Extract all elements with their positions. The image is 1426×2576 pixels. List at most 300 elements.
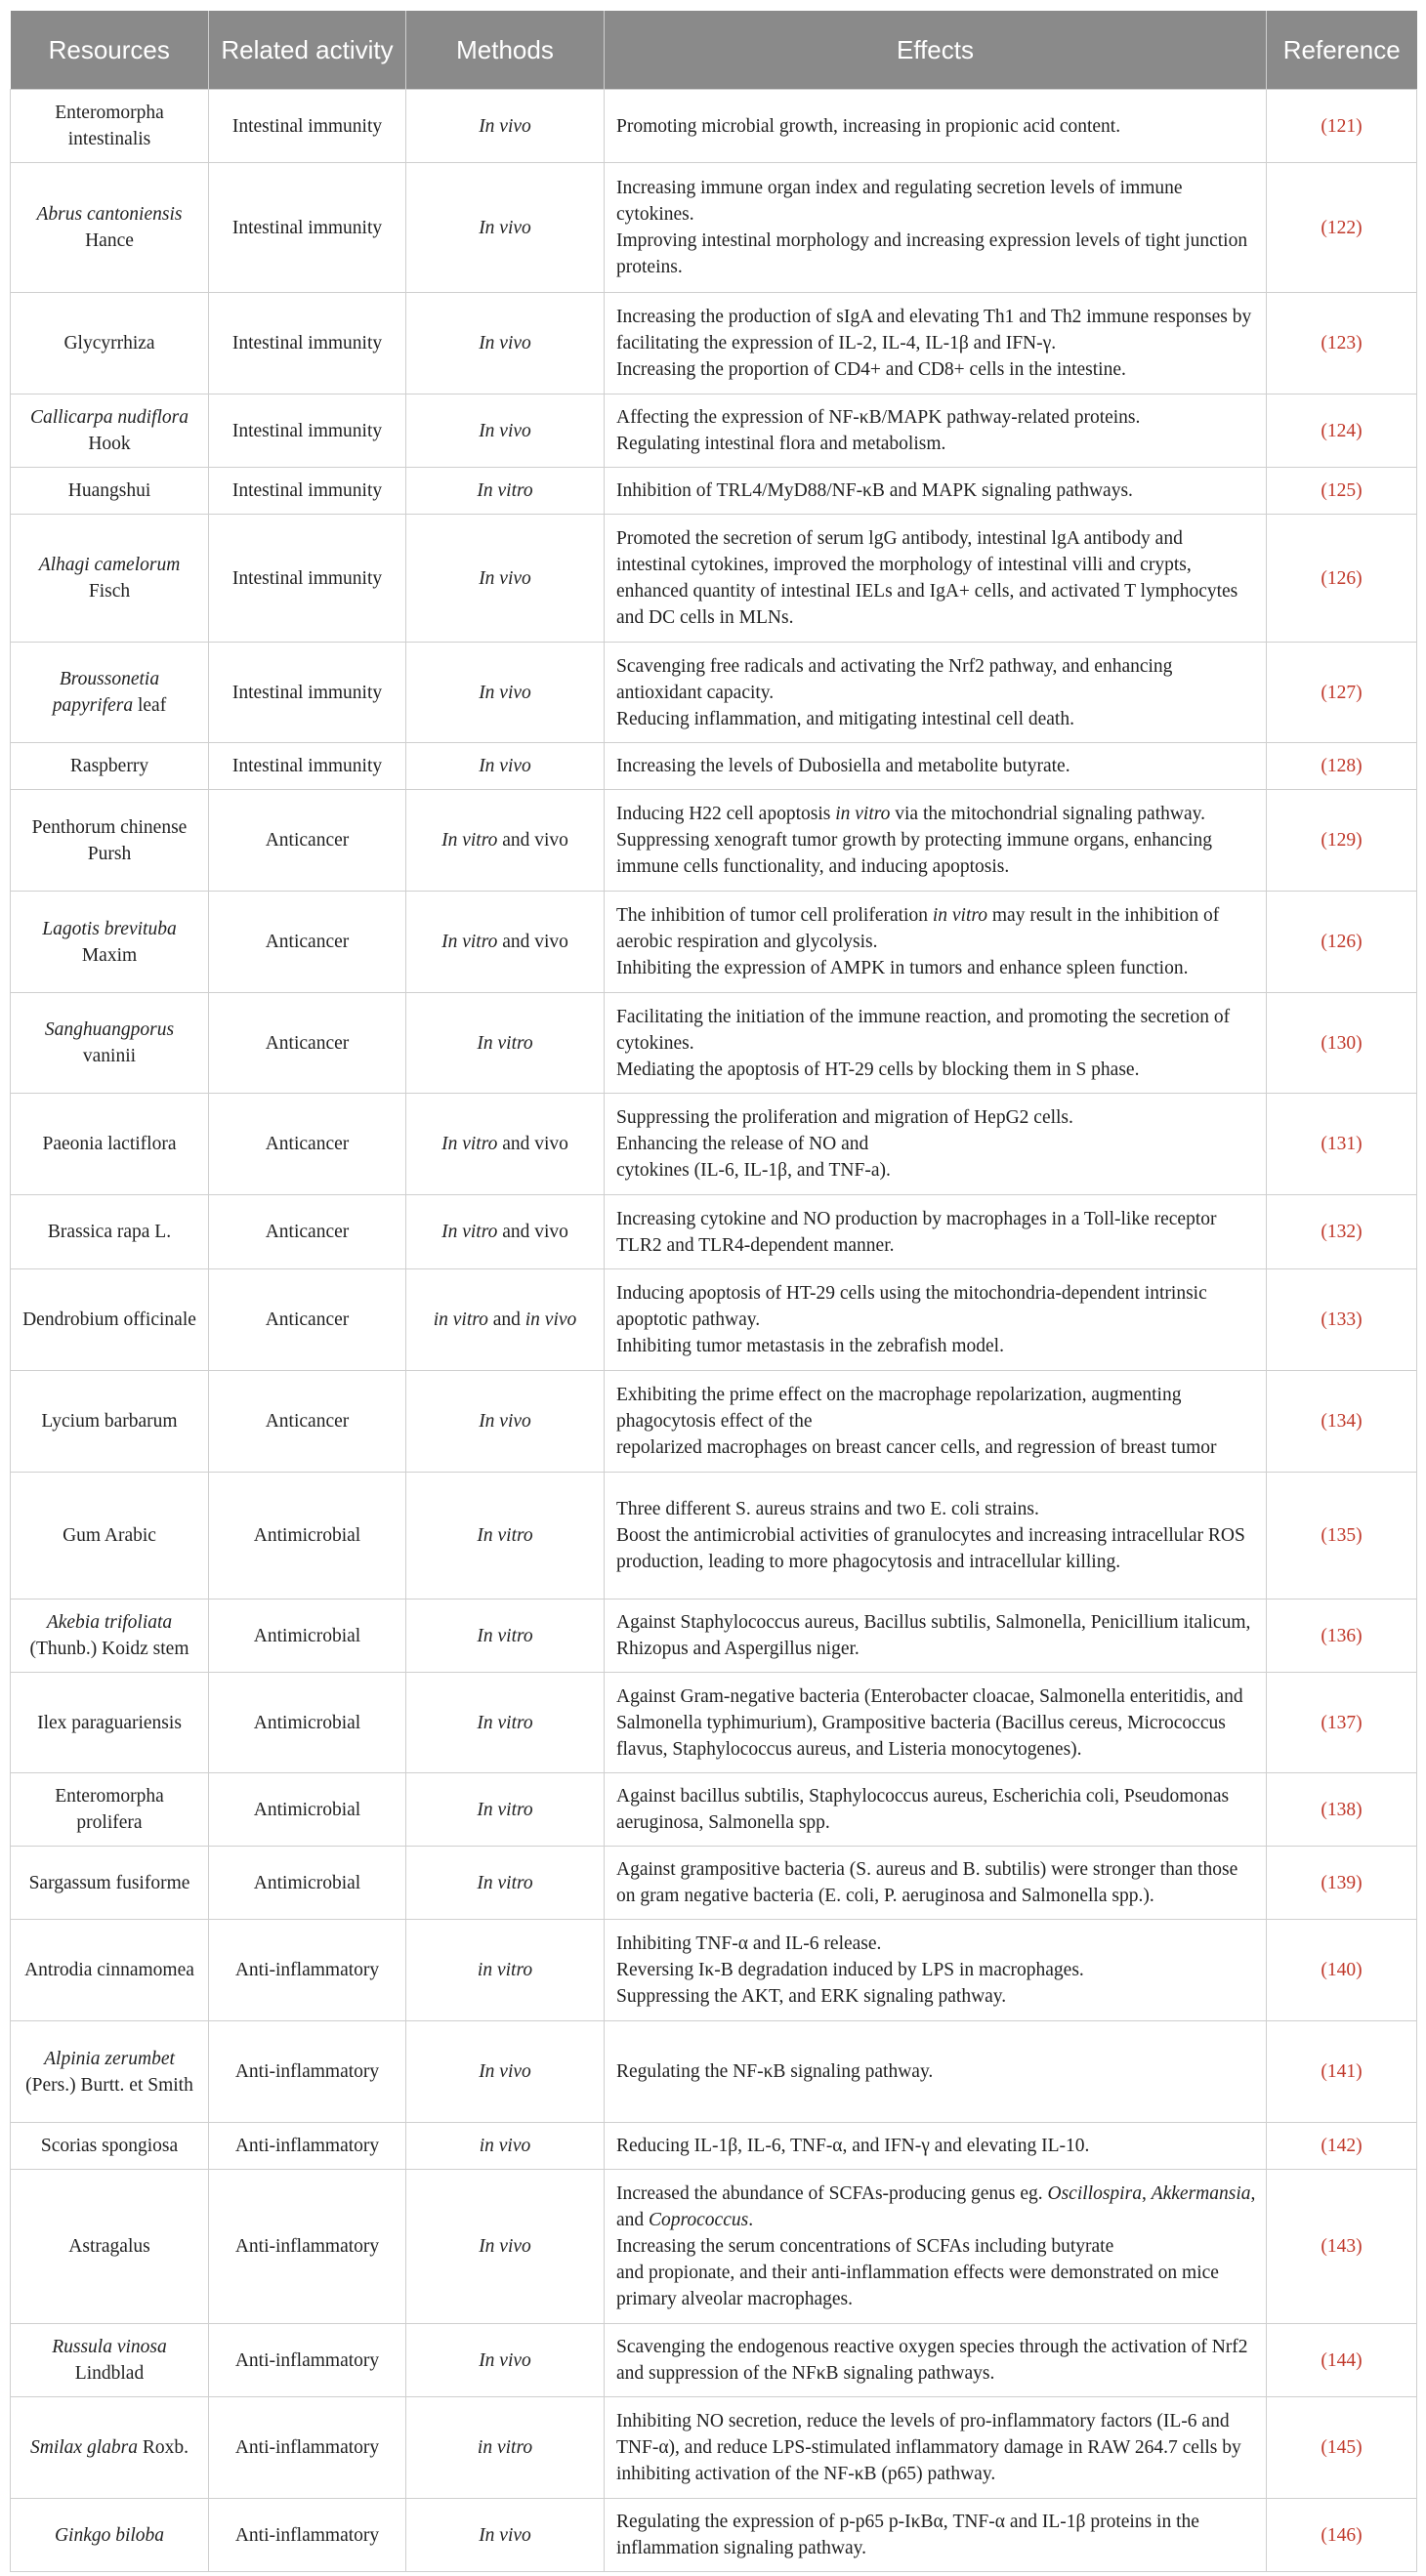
- effect-text: in vitro: [932, 905, 987, 926]
- effect-line: [616, 2260, 1256, 2312]
- effect-line: [616, 2058, 1256, 2085]
- methods-cell: [406, 1600, 605, 1673]
- effect-text: Affecting the expression of NF-κB/MAPK pathway-related proteins.: [616, 407, 1141, 428]
- reference-link[interactable]: (134): [1267, 1371, 1417, 1473]
- effect-text: Akkermansia: [1151, 2183, 1251, 2204]
- effect-text: and propionate, and their anti-inflammation effects were demonstrated on mice primary alveolar macrophages.: [616, 2263, 1219, 2309]
- resource-cell: [11, 2021, 209, 2123]
- reference-link[interactable]: (140): [1267, 1920, 1417, 2021]
- resource-name: Antrodia cinnamomea: [24, 1960, 194, 1980]
- table-row: [11, 1473, 1417, 1600]
- resource-cell: [11, 790, 209, 892]
- methods-cell: [406, 643, 605, 743]
- resource-name: Fisch: [88, 581, 131, 602]
- resource-name: Penthorum chinense Pursh: [31, 816, 188, 864]
- effect-line: [616, 2509, 1256, 2561]
- resource-cell: [11, 90, 209, 163]
- effects-cell: [605, 1269, 1267, 1371]
- effect-line: [616, 1157, 1256, 1184]
- effect-text: cytokines (IL-6, IL-1β, and TNF-a).: [616, 1160, 891, 1181]
- effect-line: [616, 431, 1256, 457]
- method-text: In vivo: [479, 2524, 531, 2546]
- effect-text: Regulating the NF-κB signaling pathway.: [616, 2061, 934, 2082]
- table-row: [11, 743, 1417, 790]
- method-text: In vitro: [441, 1134, 498, 1154]
- reference-link[interactable]: (128): [1267, 743, 1417, 790]
- reference-link[interactable]: (124): [1267, 395, 1417, 468]
- methods-cell: [406, 2123, 605, 2170]
- column-header-resources: Resources: [11, 11, 209, 90]
- effect-text: via the mitochondrial signaling pathway.: [890, 804, 1205, 824]
- resource-name: Alpinia zerumbet: [44, 2048, 175, 2069]
- related-activity-cell: Intestinal immunity: [209, 293, 406, 395]
- resource-name: (Pers.) Burtt. et Smith: [25, 2074, 193, 2096]
- method-text: In vitro: [441, 830, 498, 851]
- related-activity-cell: Intestinal immunity: [209, 90, 406, 163]
- effects-cell: [605, 1094, 1267, 1195]
- effect-line: [616, 753, 1256, 779]
- reference-link[interactable]: (143): [1267, 2170, 1417, 2324]
- effects-cell: [605, 515, 1267, 643]
- reference-link[interactable]: (133): [1267, 1269, 1417, 1371]
- effect-line: [616, 1931, 1256, 1957]
- method-text: in vitro: [433, 1309, 488, 1330]
- effect-text: Promoting microbial growth, increasing in propionic acid content.: [616, 115, 1121, 137]
- method-text: and vivo: [497, 932, 568, 952]
- table-row: [11, 395, 1417, 468]
- effect-text: Against bacillus subtilis, Staphylococcus aureus, Escherichia coli, Pseudomonas aeruginosa, Salmonella spp.: [616, 1786, 1230, 1833]
- resource-name: Maxim: [81, 944, 138, 966]
- effect-line: [616, 1206, 1256, 1259]
- resource-name: Roxb.: [137, 2437, 189, 2458]
- table-body: [11, 90, 1417, 2572]
- methods-cell: [406, 1847, 605, 1920]
- effect-text: Inducing apoptosis of HT-29 cells using the mitochondria-dependent intrinsic apoptotic pathway.: [616, 1283, 1207, 1330]
- related-activity-cell: Antimicrobial: [209, 1473, 406, 1600]
- effects-cell: [605, 90, 1267, 163]
- resource-name: Astragalus: [68, 2236, 150, 2257]
- effect-line: [616, 1609, 1256, 1662]
- methods-cell: [406, 993, 605, 1094]
- effect-text: Enhancing the release of NO and: [616, 1134, 869, 1154]
- method-text: In vivo: [479, 115, 531, 137]
- methods-cell: [406, 293, 605, 395]
- resource-name: Callicarpa nudiflora: [30, 407, 189, 428]
- related-activity-cell: Intestinal immunity: [209, 743, 406, 790]
- resource-name: Alhagi camelorum: [38, 555, 181, 575]
- related-activity-cell: Anti-inflammatory: [209, 2170, 406, 2324]
- resource-name: Glycyrrhiza: [63, 333, 155, 353]
- related-activity-cell: Anti-inflammatory: [209, 2397, 406, 2499]
- effect-line: [616, 2233, 1256, 2260]
- reference-link[interactable]: (132): [1267, 1195, 1417, 1269]
- method-text: and vivo: [497, 830, 568, 851]
- method-text: In vivo: [479, 756, 531, 776]
- method-text: In vivo: [479, 682, 531, 703]
- reference-link[interactable]: (144): [1267, 2324, 1417, 2397]
- effect-text: repolarized macrophages on breast cancer cells, and regression of breast tumor: [616, 1437, 1217, 1458]
- related-activity-cell: Anti-inflammatory: [209, 2324, 406, 2397]
- table-header-row: [11, 11, 1417, 90]
- table-row: [11, 2123, 1417, 2170]
- methods-cell: [406, 163, 605, 293]
- method-text: In vitro: [477, 480, 533, 501]
- effects-cell: [605, 2021, 1267, 2123]
- table-row: [11, 1673, 1417, 1773]
- effect-text: Scavenging the endogenous reactive oxygen species through the activation of Nrf2 and suppression of the NFκB signaling pathways.: [616, 2337, 1248, 2384]
- effect-line: [616, 175, 1256, 228]
- resource-name: Smilax glabra: [30, 2437, 138, 2458]
- methods-cell: [406, 1773, 605, 1847]
- reference-link[interactable]: (127): [1267, 643, 1417, 743]
- reference-link[interactable]: (139): [1267, 1847, 1417, 1920]
- method-text: in vivo: [479, 2136, 531, 2156]
- effects-cell: [605, 2397, 1267, 2499]
- effect-line: [616, 1983, 1256, 2010]
- effect-line: [616, 1382, 1256, 1434]
- resource-cell: [11, 293, 209, 395]
- related-activity-cell: Anticancer: [209, 1094, 406, 1195]
- resource-name: Enteromorpha prolifera: [55, 1786, 164, 1833]
- resource-name: Gum Arabic: [63, 1525, 156, 1546]
- effect-text: Promoted the secretion of serum lgG antibody, intestinal lgA antibody and intestinal cytokines, improved the morphology of intestinal villi and crypts, enhanced quantity of intestinal IELs and IgA+ cells, and activated T lymphocytes and DC cells in MLNs.: [616, 528, 1238, 628]
- effect-text: in vitro: [835, 804, 891, 824]
- effects-cell: [605, 1847, 1267, 1920]
- resource-name: vaninii: [82, 1046, 137, 1066]
- effect-text: may result in the inhibition of aerobic respiration and glycolysis.: [616, 905, 1220, 952]
- reference-link[interactable]: (126): [1267, 892, 1417, 993]
- effect-line: [616, 827, 1256, 880]
- related-activity-cell: Anticancer: [209, 1371, 406, 1473]
- method-text: in vitro: [477, 1960, 533, 1980]
- effect-line: [616, 801, 1256, 827]
- effect-line: [616, 1783, 1256, 1836]
- table-row: [11, 90, 1417, 163]
- method-text: and vivo: [497, 1222, 568, 1242]
- table-row: [11, 1269, 1417, 1371]
- table-row: [11, 515, 1417, 643]
- method-text: In vivo: [479, 2349, 531, 2371]
- effect-line: [616, 1434, 1256, 1461]
- effect-line: [616, 1104, 1256, 1131]
- table-row: [11, 293, 1417, 395]
- effect-line: [616, 525, 1256, 631]
- resource-name: Ginkgo biloba: [54, 2524, 165, 2546]
- reference-link[interactable]: (142): [1267, 2123, 1417, 2170]
- method-text: In vivo: [479, 420, 531, 441]
- effect-text: .: [748, 2210, 754, 2230]
- effect-line: [616, 1496, 1256, 1522]
- methods-cell: [406, 2397, 605, 2499]
- method-text: In vivo: [479, 333, 531, 353]
- methods-cell: [406, 2170, 605, 2324]
- effect-line: [616, 1957, 1256, 1983]
- resource-cell: [11, 2324, 209, 2397]
- method-text: In vitro: [477, 1712, 533, 1733]
- effects-cell: [605, 790, 1267, 892]
- related-activity-cell: Antimicrobial: [209, 1773, 406, 1847]
- column-header-related-activity: Related activity: [209, 11, 406, 90]
- methods-cell: [406, 1195, 605, 1269]
- effect-text: Increased the abundance of SCFAs-producing genus eg.: [616, 2183, 1048, 2204]
- related-activity-cell: Intestinal immunity: [209, 468, 406, 515]
- effects-cell: [605, 1473, 1267, 1600]
- effect-text: Facilitating the initiation of the immune reaction, and promoting the secretion of cytokines.: [616, 1006, 1231, 1054]
- reference-link[interactable]: (138): [1267, 1773, 1417, 1847]
- effect-text: Regulating the expression of p-p65 p-IκBα, TNF-α and IL-1β proteins in the inflammation signaling pathway.: [616, 2512, 1199, 2558]
- methods-cell: [406, 2324, 605, 2397]
- resource-name: Raspberry: [69, 756, 149, 776]
- related-activity-cell: Antimicrobial: [209, 1600, 406, 1673]
- methods-cell: [406, 468, 605, 515]
- effects-cell: [605, 2123, 1267, 2170]
- effects-cell: [605, 2170, 1267, 2324]
- resource-cell: [11, 993, 209, 1094]
- table-row: [11, 2397, 1417, 2499]
- reference-link[interactable]: (145): [1267, 2397, 1417, 2499]
- effect-line: [616, 478, 1256, 504]
- methods-cell: [406, 1269, 605, 1371]
- effect-line: [616, 1333, 1256, 1359]
- method-text: In vitro: [441, 932, 498, 952]
- resource-name: Huangshui: [67, 480, 151, 501]
- column-header-reference: Reference: [1267, 11, 1417, 90]
- related-activity-cell: Anti-inflammatory: [209, 2123, 406, 2170]
- effect-line: [616, 653, 1256, 706]
- method-text: in vivo: [524, 1309, 577, 1330]
- effect-line: [616, 1522, 1256, 1575]
- effects-cell: [605, 1773, 1267, 1847]
- related-activity-cell: Anticancer: [209, 993, 406, 1094]
- effect-text: Reversing Iκ-B degradation induced by LPS in macrophages.: [616, 1960, 1084, 1980]
- table-row: [11, 643, 1417, 743]
- method-text: In vivo: [479, 1411, 531, 1432]
- effect-text: Inhibiting tumor metastasis in the zebrafish model.: [616, 1336, 1004, 1356]
- resource-name: Hook: [88, 434, 131, 454]
- related-activity-cell: Anti-inflammatory: [209, 2499, 406, 2572]
- effect-text: Inhibiting NO secretion, reduce the levels of pro-inflammatory factors (IL-6 and TNF-α), and reduce LPS-stimulated inflammatory damage in RAW 264.7 cells by inhibiting activation of the NF-κB (p65) pathway.: [616, 2411, 1241, 2484]
- reference-link[interactable]: (130): [1267, 993, 1417, 1094]
- related-activity-cell: Anticancer: [209, 790, 406, 892]
- resource-cell: [11, 1773, 209, 1847]
- resource-cell: [11, 395, 209, 468]
- methods-cell: [406, 1473, 605, 1600]
- effect-text: ,: [1141, 2183, 1152, 2204]
- resource-name: Russula vinosa: [52, 2337, 167, 2357]
- method-text: In vivo: [479, 567, 531, 589]
- related-activity-cell: Intestinal immunity: [209, 163, 406, 293]
- resource-cell: [11, 2170, 209, 2324]
- effect-line: [616, 404, 1256, 431]
- effects-cell: [605, 743, 1267, 790]
- resources-table: [10, 11, 1417, 2572]
- reference-link[interactable]: (126): [1267, 515, 1417, 643]
- method-text: and: [487, 1309, 525, 1330]
- effects-cell: [605, 163, 1267, 293]
- resource-name: Lagotis brevituba: [42, 918, 177, 939]
- resource-name: Brassica rapa L.: [47, 1222, 172, 1242]
- reference-link[interactable]: (125): [1267, 468, 1417, 515]
- resource-cell: [11, 2123, 209, 2170]
- resource-cell: [11, 1600, 209, 1673]
- effect-text: Inhibition of TRL4/MyD88/NF-κB and MAPK signaling pathways.: [616, 480, 1133, 501]
- resource-name: Scorias spongiosa: [40, 2136, 179, 2156]
- effect-text: Coprococcus: [649, 2210, 749, 2230]
- effect-text: Increasing the serum concentrations of SCFAs including butyrate: [616, 2236, 1114, 2257]
- effect-text: Increasing immune organ index and regulating secretion levels of immune cytokines.: [616, 178, 1183, 225]
- column-header-methods: Methods: [406, 11, 605, 90]
- effect-text: Increasing the production of sIgA and elevating Th1 and Th2 immune responses by facilitating the expression of IL-2, IL-4, IL-1β and IFN-γ.: [616, 307, 1252, 353]
- methods-cell: [406, 1371, 605, 1473]
- resource-name: Sargassum fusiforme: [28, 1872, 190, 1893]
- table-container: [10, 11, 1416, 2572]
- method-text: In vitro: [477, 1799, 533, 1820]
- table-row: [11, 1371, 1417, 1473]
- resource-name: Lindblad: [74, 2363, 145, 2384]
- resource-cell: [11, 1473, 209, 1600]
- effect-text: Reducing inflammation, and mitigating intestinal cell death.: [616, 708, 1074, 729]
- resource-cell: [11, 515, 209, 643]
- effects-cell: [605, 1673, 1267, 1773]
- method-text: In vitro: [477, 1525, 533, 1546]
- effects-cell: [605, 1600, 1267, 1673]
- resource-name: Akebia trifoliata: [46, 1612, 173, 1633]
- effects-cell: [605, 892, 1267, 993]
- table-row: [11, 2170, 1417, 2324]
- effect-text: Regulating intestinal flora and metabolism.: [616, 434, 946, 454]
- related-activity-cell: Antimicrobial: [209, 1847, 406, 1920]
- resource-name: leaf: [133, 695, 167, 716]
- related-activity-cell: Intestinal immunity: [209, 643, 406, 743]
- effect-line: [616, 2181, 1256, 2233]
- methods-cell: [406, 90, 605, 163]
- resource-name: Hance: [85, 230, 134, 251]
- effect-text: Increasing cytokine and NO production by macrophages in a Toll-like receptor TLR2 and TLR4-dependent manner.: [616, 1208, 1217, 1256]
- effects-cell: [605, 468, 1267, 515]
- resource-name: (Thunb.) Koidz stem: [29, 1639, 189, 1659]
- methods-cell: [406, 2499, 605, 2572]
- effect-text: Against grampositive bacteria (S. aureus and B. subtilis) were stronger than those on gram negative bacteria (E. coli, P. aeruginosa and Salmonella spp.).: [616, 1859, 1238, 1906]
- resource-cell: [11, 1371, 209, 1473]
- effect-text: , and: [616, 2183, 1256, 2230]
- effects-cell: [605, 643, 1267, 743]
- reference-link[interactable]: (123): [1267, 293, 1417, 395]
- related-activity-cell: Anti-inflammatory: [209, 1920, 406, 2021]
- related-activity-cell: Antimicrobial: [209, 1673, 406, 1773]
- table-row: [11, 1600, 1417, 1673]
- related-activity-cell: Anti-inflammatory: [209, 2021, 406, 2123]
- effect-text: Reducing IL-1β, IL-6, TNF-α, and IFN-γ and elevating IL-10.: [616, 2136, 1090, 2156]
- effect-line: [616, 1004, 1256, 1057]
- effect-text: Oscillospira: [1047, 2183, 1142, 2204]
- reference-link[interactable]: (121): [1267, 90, 1417, 163]
- methods-cell: [406, 1094, 605, 1195]
- effect-line: [616, 113, 1256, 140]
- effect-text: Increasing the levels of Dubosiella and metabolite butyrate.: [616, 756, 1070, 776]
- column-header-effects: Effects: [605, 11, 1267, 90]
- effect-text: Inhibiting TNF-α and IL-6 release.: [616, 1933, 882, 1954]
- resource-name: Sanghuangporus: [44, 1019, 175, 1040]
- reference-link[interactable]: (136): [1267, 1600, 1417, 1673]
- methods-cell: [406, 892, 605, 993]
- resource-cell: [11, 468, 209, 515]
- effects-cell: [605, 1371, 1267, 1473]
- methods-cell: [406, 743, 605, 790]
- effect-text: Inducing H22 cell apoptosis: [616, 804, 836, 824]
- resource-cell: [11, 1269, 209, 1371]
- resource-cell: [11, 163, 209, 293]
- resource-name: Broussonetia papyrifera: [52, 669, 160, 716]
- reference-link[interactable]: (137): [1267, 1673, 1417, 1773]
- resource-cell: [11, 2397, 209, 2499]
- method-text: In vitro: [441, 1222, 498, 1242]
- effect-text: Against Staphylococcus aureus, Bacillus subtilis, Salmonella, Penicillium italicum, Rhizopus and Aspergillus niger.: [616, 1612, 1251, 1659]
- table-row: [11, 2324, 1417, 2397]
- related-activity-cell: Anticancer: [209, 1269, 406, 1371]
- resource-cell: [11, 2499, 209, 2572]
- related-activity-cell: Intestinal immunity: [209, 515, 406, 643]
- methods-cell: [406, 515, 605, 643]
- effect-text: Inhibiting the expression of AMPK in tumors and enhance spleen function.: [616, 958, 1189, 978]
- table-row: [11, 2021, 1417, 2123]
- effect-text: The inhibition of tumor cell proliferation: [616, 905, 933, 926]
- effect-line: [616, 955, 1256, 981]
- effects-cell: [605, 293, 1267, 395]
- effect-text: Against Gram-negative bacteria (Enterobacter cloacae, Salmonella enteritidis, and Salmonella typhimurium), Grampositive bacteria (Bacillus cereus, Micrococcus flavus, Staphylococcus aureus, and Listeria monocytogenes).: [616, 1685, 1243, 1760]
- effects-cell: [605, 1195, 1267, 1269]
- reference-link[interactable]: (146): [1267, 2499, 1417, 2572]
- table-row: [11, 1847, 1417, 1920]
- resource-cell: [11, 743, 209, 790]
- method-text: In vitro: [477, 1872, 533, 1893]
- effect-line: [616, 2334, 1256, 2387]
- related-activity-cell: Anticancer: [209, 892, 406, 993]
- effect-text: Suppressing the proliferation and migration of HepG2 cells.: [616, 1107, 1073, 1128]
- effects-cell: [605, 2499, 1267, 2572]
- reference-link[interactable]: (131): [1267, 1094, 1417, 1195]
- methods-cell: [406, 1673, 605, 1773]
- method-text: In vitro: [477, 1625, 533, 1646]
- resource-cell: [11, 643, 209, 743]
- effect-line: [616, 2408, 1256, 2487]
- effect-line: [616, 706, 1256, 732]
- effects-cell: [605, 395, 1267, 468]
- resource-name: Dendrobium officinale: [22, 1309, 196, 1330]
- resource-cell: [11, 1094, 209, 1195]
- effect-line: [616, 1683, 1256, 1763]
- effects-cell: [605, 1920, 1267, 2021]
- effect-text: Improving intestinal morphology and increasing expression levels of tight junction proteins.: [616, 230, 1248, 277]
- table-row: [11, 993, 1417, 1094]
- resource-cell: [11, 1847, 209, 1920]
- related-activity-cell: Intestinal immunity: [209, 395, 406, 468]
- effects-cell: [605, 993, 1267, 1094]
- reference-link[interactable]: (122): [1267, 163, 1417, 293]
- reference-link[interactable]: (141): [1267, 2021, 1417, 2123]
- resource-cell: [11, 1920, 209, 2021]
- reference-link[interactable]: (129): [1267, 790, 1417, 892]
- method-text: In vivo: [479, 217, 531, 238]
- resource-name: Abrus cantoniensis: [36, 204, 183, 225]
- table-row: [11, 1195, 1417, 1269]
- effect-line: [616, 1280, 1256, 1333]
- reference-link[interactable]: (135): [1267, 1473, 1417, 1600]
- effect-line: [616, 1856, 1256, 1909]
- effect-line: [616, 2133, 1256, 2159]
- method-text: In vivo: [479, 2061, 531, 2082]
- table-row: [11, 2499, 1417, 2572]
- resource-cell: [11, 1673, 209, 1773]
